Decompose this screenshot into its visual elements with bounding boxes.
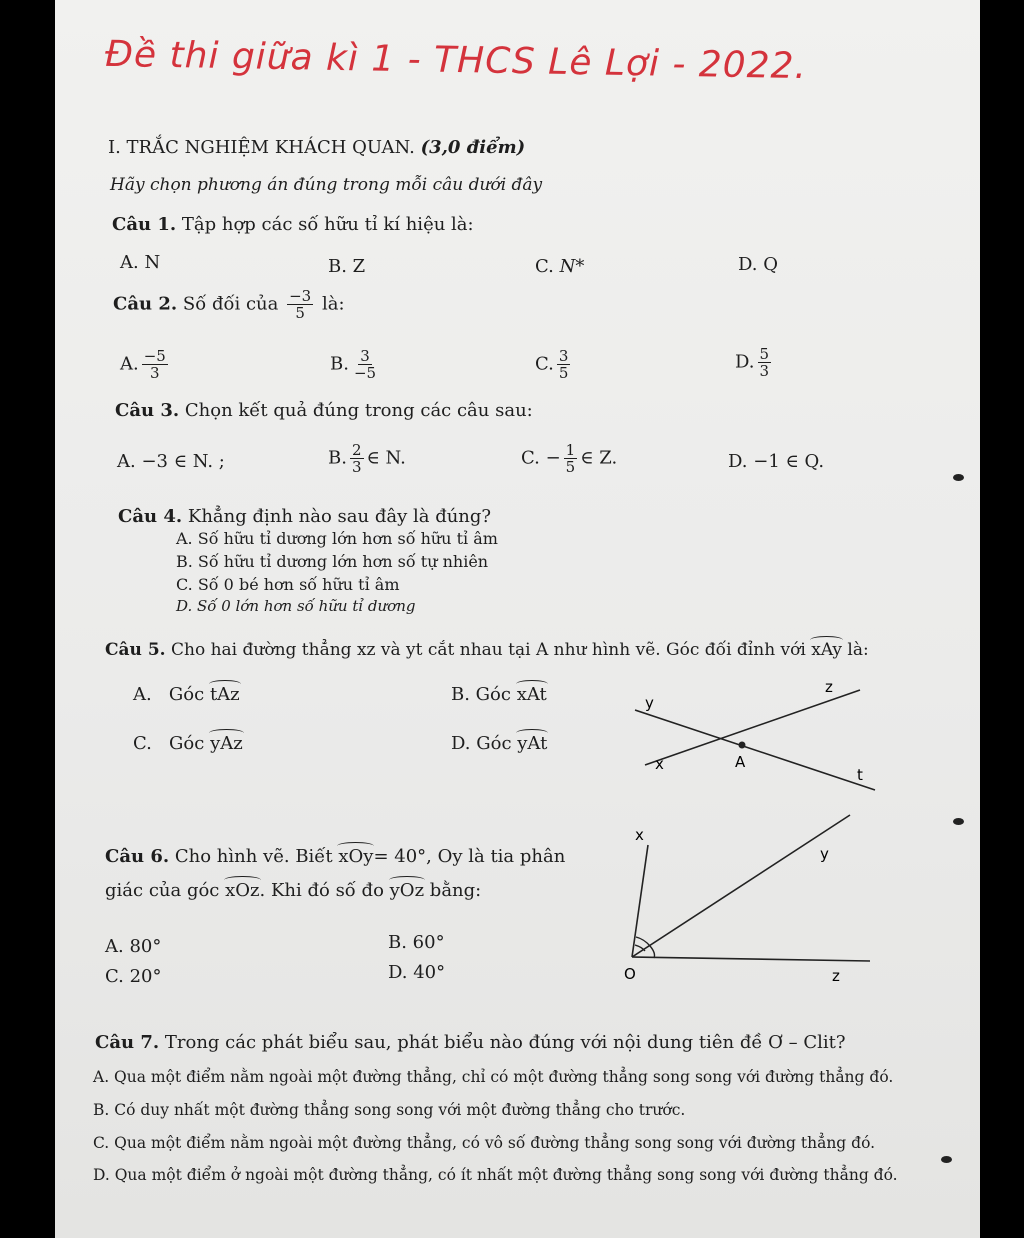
q6-label-z: z: [832, 967, 840, 985]
q6-option-c: C. 20°: [105, 966, 162, 987]
q6-angle-arc-1: [636, 937, 650, 946]
question-5-tail: là:: [847, 640, 869, 660]
binding-hole-mark: [941, 1156, 952, 1163]
q5-option-a: A. Góc tAz: [133, 684, 240, 705]
question-5-angle: xAy: [811, 640, 843, 660]
q4-option-c: C. Số 0 bé hơn số hữu tỉ âm: [176, 575, 400, 594]
question-3-text: Chọn kết quả đúng trong các câu sau:: [184, 400, 533, 421]
q6-option-a: A. 80°: [105, 936, 162, 957]
q5-option-a-angle: tAz: [209, 684, 240, 705]
q6-ray-oz: [632, 957, 870, 961]
section-title: I. TRẮC NGHIỆM KHÁCH QUAN.: [108, 137, 415, 158]
q6-option-b: B. 60°: [388, 932, 445, 953]
question-6-line1: Câu 6. Cho hình vẽ. Biết xOy= 40°, Oy là tia phân: [105, 846, 566, 867]
question-5: [105, 640, 869, 660]
question-4-label: Câu 4.: [118, 506, 183, 527]
section-points: (3,0 điểm): [420, 137, 526, 158]
q4-option-b: B. Số hữu tỉ dương lớn hơn số tự nhiên: [176, 552, 489, 571]
question-7: [95, 1032, 846, 1053]
q1-option-c-value: N*: [559, 256, 585, 277]
question-2-label: Câu 2.: [113, 293, 178, 315]
q5-label-x: x: [655, 755, 664, 773]
question-1: [112, 214, 474, 235]
question-2-text: Số đối của: [182, 293, 279, 315]
q2-option-c: C. $\frac{3}{5}$: [535, 347, 569, 382]
q2-option-a: A. $\frac{-5}{3}$: [120, 347, 166, 382]
q1-option-b: B. Z: [328, 256, 366, 277]
q2-option-d: D. $\frac{5}{3}$: [735, 345, 770, 380]
question-1-label: Câu 1.: [112, 214, 177, 235]
question-7-label: Câu 7.: [95, 1032, 160, 1053]
q3-option-c: C. − $\frac{1}{5}$ ∈ Z.: [521, 441, 618, 476]
section-instruction: Hãy chọn phương án đúng trong mỗi câu dưới đây: [110, 175, 543, 195]
question-6-angle-xoz: xOz: [225, 880, 260, 901]
q4-option-d: D. Số 0 lớn hơn số hữu tỉ dương: [176, 597, 416, 615]
question-6-angle-yoz: yOz: [389, 880, 425, 901]
question-6-line2: giác của góc xOz. Khi đó số đo yOz bằng:: [105, 880, 482, 901]
q5-option-d-angle: yAt: [517, 733, 548, 754]
q6-angle-arc-3: [650, 946, 655, 958]
question-5-text: Cho hai đường thẳng xz và yt cắt nhau tại A như hình vẽ. Góc đối đỉnh với: [170, 640, 806, 660]
q7-option-a: A. Qua một điểm nằm ngoài một đường thẳng, chỉ có một đường thẳng song song với đường thẳng đó.: [93, 1068, 894, 1086]
question-5-label: Câu 5.: [105, 640, 166, 660]
q5-option-b: B. Góc xAt: [451, 684, 547, 705]
section-heading: [108, 137, 525, 158]
question-7-text: Trong các phát biểu sau, phát biểu nào đúng với nội dung tiên đề Ơ – Clit?: [164, 1032, 846, 1053]
question-6-label: Câu 6.: [105, 846, 170, 867]
q5-label-y: y: [645, 694, 654, 712]
q6-label-x: x: [635, 826, 644, 844]
q1-option-c: [535, 256, 584, 277]
q6-figure: [620, 805, 885, 990]
q5-option-c: C. Góc yAz: [133, 733, 243, 754]
q7-option-b: B. Có duy nhất một đường thẳng song song với một đường thẳng cho trước.: [93, 1101, 686, 1119]
q4-option-a: A. Số hữu tỉ dương lớn hơn số hữu tỉ âm: [176, 529, 498, 548]
q6-angle-arc-2: [635, 945, 645, 951]
q5-label-z: z: [825, 678, 833, 696]
exam-paper: [55, 0, 980, 1238]
q6-option-d: D. 40°: [388, 962, 446, 983]
q5-label-a: A: [735, 753, 746, 771]
handwritten-header: Đề thi giữa kì 1 - THCS Lê Lợi - 2022.: [104, 33, 808, 88]
q5-line-yt: [635, 710, 875, 790]
q6-label-y: y: [820, 845, 829, 863]
q5-option-c-angle: yAz: [210, 733, 243, 754]
q3-option-b: B. $\frac{2}{3}$ ∈ N.: [328, 441, 406, 476]
q3-option-a: A. −3 ∈ N. ;: [117, 451, 225, 472]
q5-point-a: [739, 742, 746, 749]
question-2: [113, 288, 345, 321]
q6-label-o: O: [624, 965, 636, 983]
question-3-label: Câu 3.: [115, 400, 180, 421]
question-3: [115, 400, 533, 421]
question-4: [118, 506, 491, 527]
q3-option-d: D. −1 ∈ Q.: [728, 451, 825, 472]
question-1-text: Tập hợp các số hữu tỉ kí hiệu là:: [181, 214, 474, 235]
binding-hole-mark: [953, 818, 964, 825]
q5-label-t: t: [857, 766, 863, 784]
q1-option-a: A. N: [120, 252, 161, 273]
q7-option-c: C. Qua một điểm nằm ngoài một đường thẳng, có vô số đường thẳng song song với đường thẳng đó.: [93, 1134, 876, 1152]
q7-option-d: D. Qua một điểm ở ngoài một đường thẳng, có ít nhất một đường thẳng song song với đường thẳng đó.: [93, 1166, 898, 1184]
question-4-text: Khẳng định nào sau đây là đúng?: [187, 506, 492, 527]
q1-option-c-label: C.: [535, 256, 554, 277]
q6-ray-ox: [632, 845, 648, 957]
q5-line-xz: [645, 690, 860, 765]
binding-hole-mark: [953, 474, 964, 481]
q2-option-b: B. $\frac{3}{-5}$: [330, 347, 377, 382]
question-2-fraction: $\frac{-3}{5}$: [289, 287, 312, 322]
question-2-tail: là:: [321, 293, 345, 315]
q6-ray-oy: [632, 815, 850, 957]
question-6-angle-xoy: xOy: [338, 846, 374, 867]
q5-option-b-angle: xAt: [516, 684, 547, 705]
q1-option-d: D. Q: [738, 254, 778, 275]
q5-option-d: D. Góc yAt: [451, 733, 548, 754]
q5-figure: [625, 670, 905, 800]
